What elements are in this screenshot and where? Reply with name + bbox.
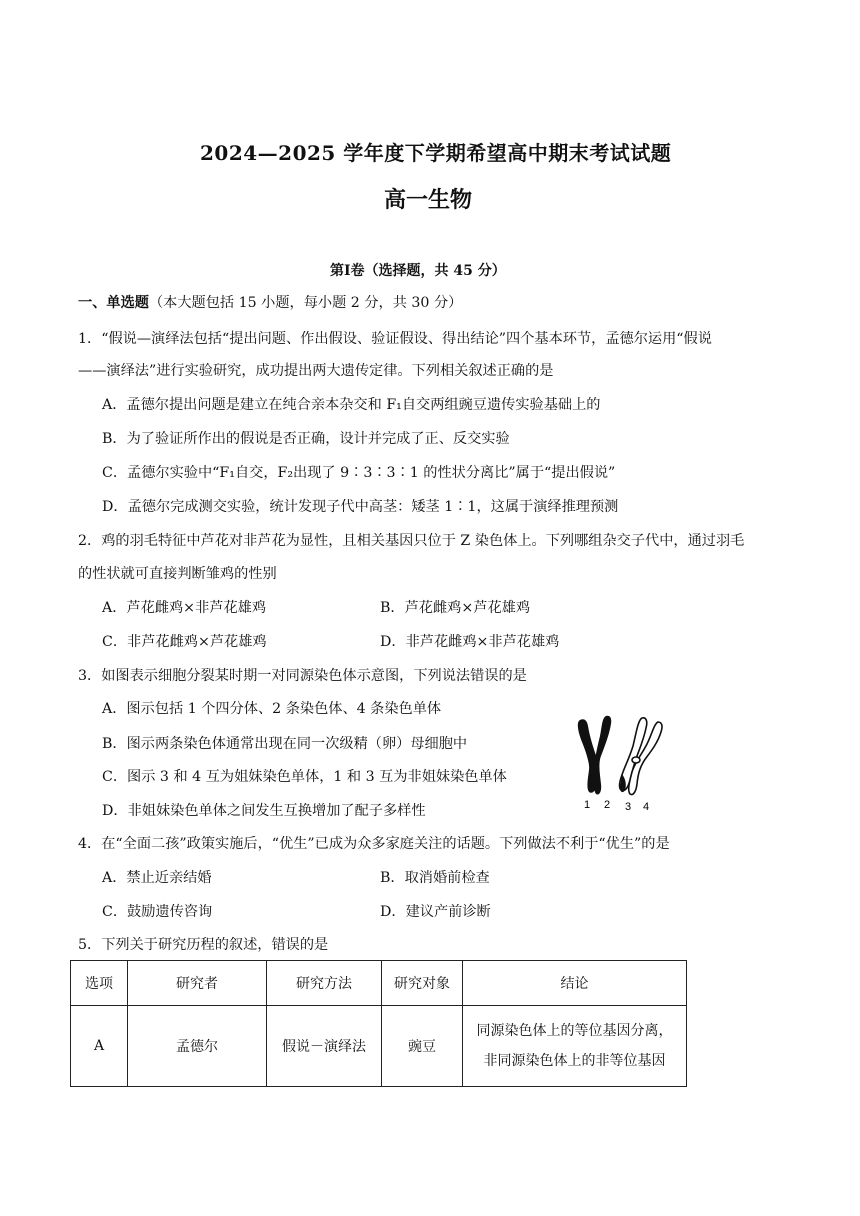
table-cell: 孟德尔 [128,1006,267,1087]
question-3-stem: 3．如图表示细胞分裂某时期一对同源染色体示意图，下列说法错误的是 [78,668,527,684]
figure-label-4: 4 [643,801,650,812]
question-4-option-b: B．取消婚前检查 [380,870,490,886]
figure-label-3: 3 [625,801,632,812]
question-1-option-d: D．孟德尔完成测交实验，统计发现子代中高茎：矮茎 1∶1，这属于演绎推理预测 [102,499,619,515]
table-cell: A [71,1006,128,1087]
question-1-option-b: B．为了验证所作出的假说是否正确，设计并完成了正、反交实验 [102,431,510,447]
table-cell: 假说－演绎法 [267,1006,382,1087]
question-3-option-c: C．图示 3 和 4 互为姐妹染色单体，1 和 3 互为非姐妹染色单体 [102,769,507,785]
volume-heading: 第Ⅰ卷（选择题，共 45 分） [330,263,506,279]
table-row [71,1006,687,1087]
question-5-stem: 5．下列关于研究历程的叙述，错误的是 [78,937,329,953]
question-2-option-b: B．芦花雌鸡×芦花雄鸡 [380,600,531,616]
table-header-cell: 研究对象 [382,961,463,1006]
table-header-cell: 选项 [71,961,128,1006]
figure-label-2: 2 [604,799,611,811]
question-3-option-d: D．非姐妹染色单体之间发生互换增加了配子多样性 [102,803,426,819]
question-3-option-b: B．图示两条染色体通常出现在同一次级精（卵）母细胞中 [102,736,468,752]
table-conclusion-cell [463,1006,687,1087]
part-label: 一、单选题 [78,295,149,311]
question-1-option-a: A．孟德尔提出问题是建立在纯合亲本杂交和 F₁自交两组豌豆遗传实验基础上的 [102,397,601,413]
question-4-stem: 4．在“全面二孩”政策实施后，“优生”已成为众多家庭关注的话题。下列做法不利于“优生”的是 [78,836,670,852]
question-4-option-c: C．鼓励遗传咨询 [102,904,213,920]
part-description: （本大题包括 15 小题，每小题 2 分，共 30 分） [148,295,463,311]
part-heading [78,292,462,312]
figure-label-1: 1 [584,799,591,811]
question-2-stem-line2: 的性状就可直接判断雏鸡的性别 [78,566,277,582]
question-3-option-a: A．图示包括 1 个四分体、2 条染色体、4 条染色单体 [102,701,442,717]
exam-title: 2024—2025 学年度下学期希望高中期末考试试题 [200,141,672,165]
table-cell: 豌豆 [382,1006,463,1087]
question-2-option-c: C．非芦花雌鸡×芦花雄鸡 [102,634,267,650]
question-4-option-a: A．禁止近亲结婚 [102,870,212,886]
table-header-cell: 结论 [463,961,687,1006]
light-chromosome [620,718,662,795]
question-4-option-d: D．建议产前诊断 [380,904,491,920]
research-history-table [70,960,687,1087]
table-header-row [71,961,687,1006]
table-header-cell: 研究者 [128,961,267,1006]
question-2-stem-line1: 2．鸡的羽毛特征中芦花对非芦花为显性，且相关基因只位于 Z 染色体上。下列哪组杂交子代中，通过羽毛 [78,533,745,549]
homologous-chromosome-figure [570,712,680,812]
question-1-stem-line1: 1．“假说—演绎法包括“提出问题、作出假设、验证假设、得出结论”四个基本环节，孟德尔运用“假说 [78,331,712,347]
conclusion-line-2: 非同源染色体上的非等位基因 [483,1053,666,1069]
question-2-option-a: A．芦花雌鸡×非芦花雄鸡 [102,600,267,616]
question-2-option-d: D．非芦花雌鸡×非芦花雄鸡 [380,634,560,650]
conclusion-line-1: 同源染色体上的等位基因分离， [476,1023,673,1039]
table-header-cell: 研究方法 [267,961,382,1006]
question-1-stem-line2: ——演绎法”进行实验研究，成功提出两大遗传定律。下列相关叙述正确的是 [78,363,554,379]
subject-title: 高一生物 [384,187,473,213]
question-1-option-c: C．孟德尔实验中“F₁自交，F₂出现了 9∶3∶3∶1 的性状分离比”属于“提出假说” [102,465,616,481]
dark-chromosome [578,716,611,795]
